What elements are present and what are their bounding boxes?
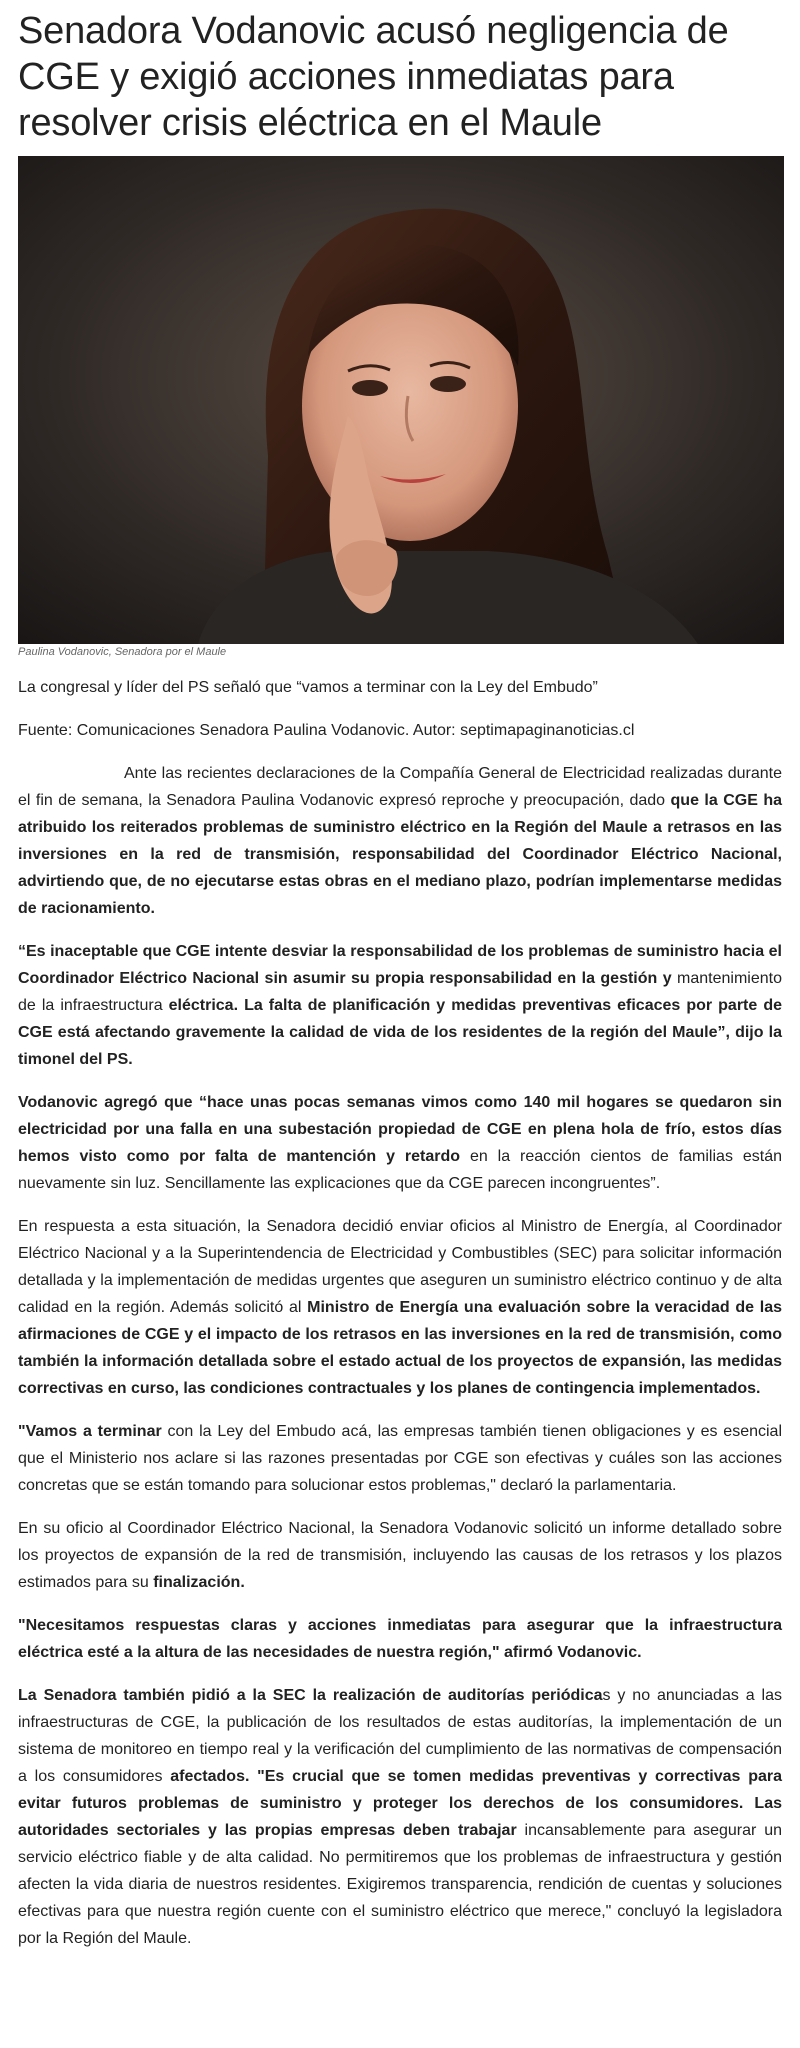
paragraph-5: "Vamos a terminar con la Ley del Embudo acá, las empresas también tienen obligaciones y es esencial que el Ministerio nos aclare si las razones presentadas por CGE son efectivas y cuáles son las acciones concretas que se están tomando para solucionar estos problemas," declaró la parlamentaria. (18, 1423, 783, 1494)
paragraph-3: Vodanovic agregó que “hace unas pocas semanas vimos como 140 mil hogares se quedaron sin electricidad por una falla en una subestación propiedad de CGE en plena hola de frío, estos días hemos visto como por falta de mantención y retardo en la reacción cientos de familias están nuevamente sin luz. Sencillamente las explicaciones que da CGE parecen incongruentes”. (18, 1094, 782, 1192)
paragraph-1: Ante las recientes declaraciones de la Compañía General de Electricidad realizadas durante el fin de semana, la Senadora Paulina Vodanovic expresó reproche y preocupación, dado que la CGE ha atribuido los reiterados problemas de suministro eléctrico en la Región del Maule a retrasos en las inversiones en la red de transmisión, responsabilidad del Coordinador Eléctrico Nacional, advirtiendo que, de no ejecutarse estas obras en el mediano plazo, podrían implementarse medidas de racionamiento. (18, 765, 782, 917)
image-caption: Paulina Vodanovic, Senadora por el Maule (18, 646, 227, 658)
paragraph-2: “Es inaceptable que CGE intente desviar la responsabilidad de los problemas de suministro hacia el Coordinador Eléctrico Nacional sin asumir su propia responsabilidad en la gestión y mantenimiento de la infraestructura eléctrica. La falta de planificación y medidas preventivas eficaces por parte de CGE está afectando gravemente la calidad de vida de los residentes de la región del Maule”, dijo la timonel del PS. (18, 943, 782, 1068)
article-subtitle: La congresal y líder del PS señaló que “vamos a terminar con la Ley del Embudo” (18, 679, 598, 696)
article-photo (18, 156, 784, 644)
article-source: Fuente: Comunicaciones Senadora Paulina Vodanovic. Autor: septimapaginanoticias.cl (18, 722, 635, 739)
paragraph-7: "Necesitamos respuestas claras y acciones inmediatas para asegurar que la infraestructura eléctrica esté a la altura de las necesidades de nuestra región," afirmó Vodanovic. (18, 1617, 782, 1661)
portrait-image (18, 156, 784, 644)
paragraph-8: La Senadora también pidió a la SEC la realización de auditorías periódicas y no anunciadas a las infraestructuras de CGE, la publicación de los resultados de estas auditorías, la implementación de un sistema de monitoreo en tiempo real y la verificación del cumplimiento de las normativas de compensación a los consumidores afectados. "Es crucial que se tomen medidas preventivas y correctivas para evitar futuros problemas de suministro y proteger los derechos de los consumidores. Las autoridades sectoriales y las propias empresas deben trabajar incansablemente para asegurar un servicio eléctrico fiable y de alta calidad. No permitiremos que los problemas de infraestructura y gestión afecten la vida diaria de nuestros residentes. Exigiremos transparencia, rendición de cuentas y soluciones efectivas para que nuestra región cuente con el suministro eléctrico que merece," concluyó la legisladora por la Región del Maule. (18, 1687, 783, 1947)
paragraph-6: En su oficio al Coordinador Eléctrico Nacional, la Senadora Vodanovic solicitó un informe detallado sobre los proyectos de expansión de la red de transmisión, incluyendo las causas de los retrasos y los plazos estimados para su finalización. (18, 1520, 782, 1591)
article-title: Senadora Vodanovic acusó negligencia de CGE y exigió acciones inmediatas para resolver crisis eléctrica en el Maule (18, 10, 729, 144)
paragraph-4: En respuesta a esta situación, la Senadora decidió enviar oficios al Ministro de Energía, al Coordinador Eléctrico Nacional y a la Superintendencia de Electricidad y Combustibles (SEC) para solicitar información detallada y la implementación de medidas urgentes que aseguren un suministro eléctrico continuo y de alta calidad en la región. Además solicitó al Ministro de Energía una evaluación sobre la veracidad de las afirmaciones de CGE y el impacto de los retrasos en las inversiones en la red de transmisión, como también la información detallada sobre el estado actual de los proyectos de expansión, las medidas correctivas en curso, las condiciones contractuales y los planes de contingencia implementados. (18, 1218, 782, 1397)
